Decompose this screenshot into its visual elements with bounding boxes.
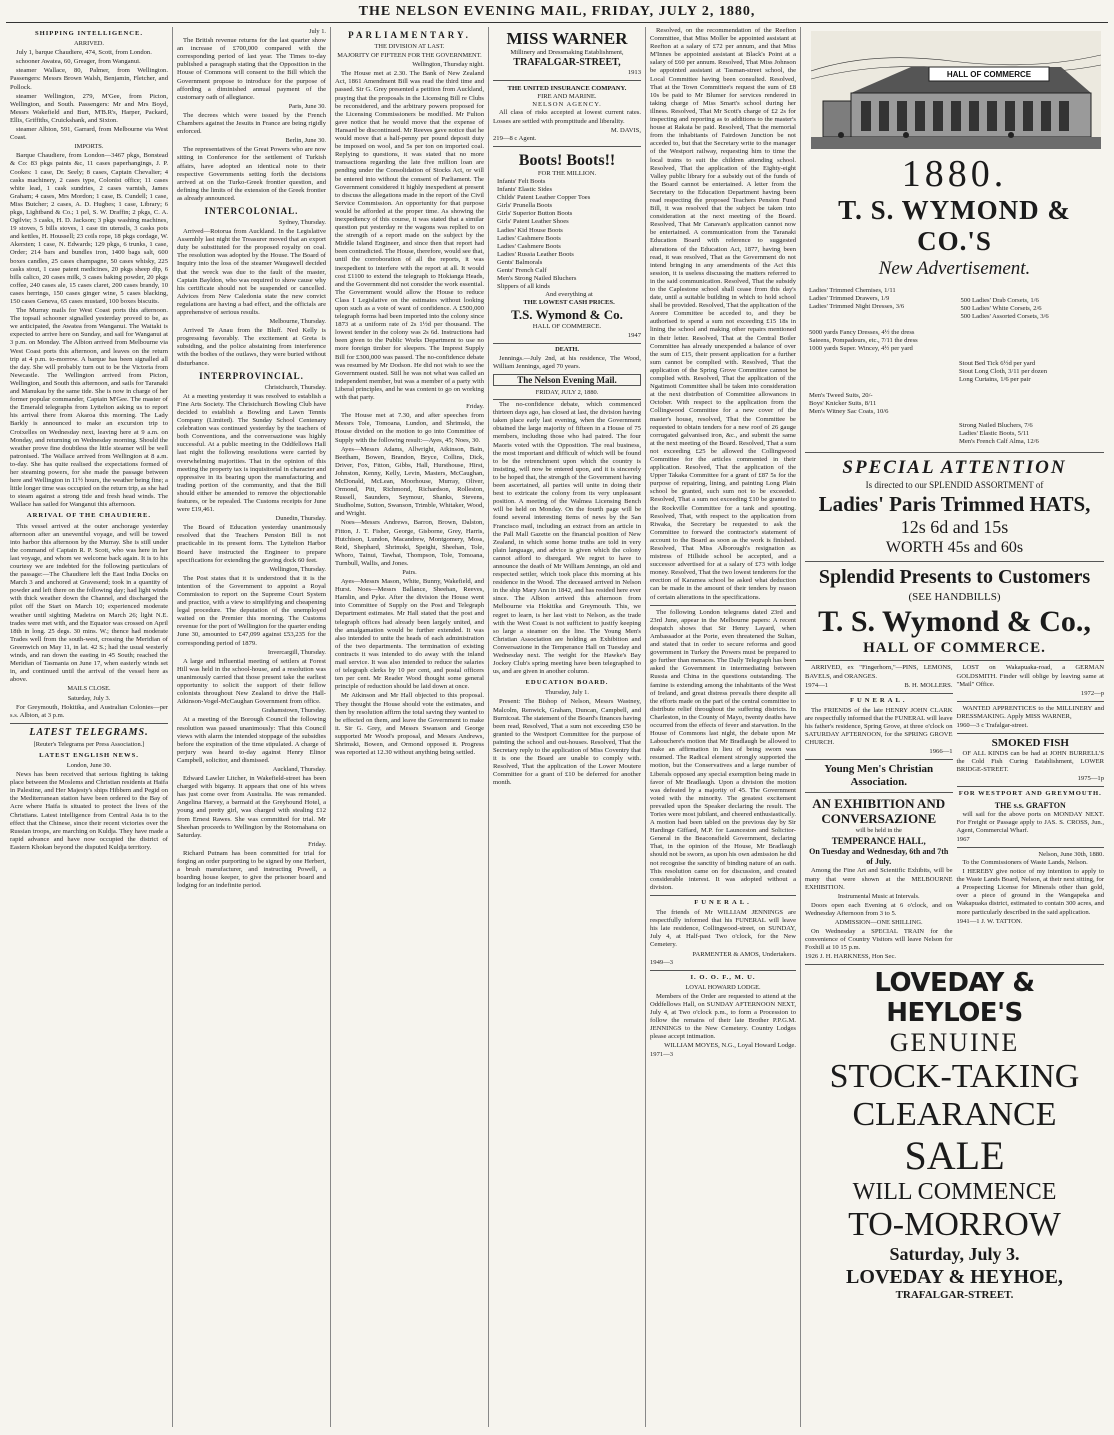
- mails-text: For Greymouth, Hokitika, and Australian Colonies—per s.s. Albion, at 3 p.m.: [10, 703, 168, 719]
- london-telegrams-text: The following London telegrams dated 23rd and 23rd June, appear in the Melbourne papers: A recent despatch shows that Sir Henry Layard, when Ambassador at the Porte, even threatened the Sultan, and stated that in order to secure reforms and good government in Turkey the Powers must be prepared to go further than menaces. The Daily Telegraph has been asked the Government in intermediating between Russia and China in the questions outstanding. The famine is extending among the inhabitants of the West of Ireland, and great distress prevails there despite all the efforts made on the part of the central committee to distribute relief throughout the suffering districts. In Charleston, in the County of Mayo, twenty deaths have occurred from the effects of fever and starvation. In the House of Commons last night, the debate upon Mr Labouchere's motion that Mr Bradlaugh be allowed to make an affirmation in lieu of being sworn was resumed. The Radical element strongly supported the motion, but the Conservatives and a large number of Liberals opposed any special exemption being made in favor of Mr Bradlaugh. Upon a division the motion was defeated by a majority of 45. The Government voted with the minority. The greatest excitement prevailed upon the Speaker declaring the result. The Tories were most jubilant, and cheered enthusiastically. A motion had been tabled on the previous day by Sir Hardinge Giffard, M.P. for Launceston and Solicitor-General in the Beaconsfield Government, declaring That, in the opinion of the House, Mr Bradlaugh should not be sworn, as upon his own admission he did not recognise the sanctity of binding nature of an oath. This resolution came on for discussion, and created considerable interest. It was adopted without a division.: [650, 608, 796, 891]
- funeral-text: The FRIENDS of the late HENRY JOHN CLARK are respectfully informed that the FUNERAL will leave his father's residence, Spring Grove, at three o'clock on SATURDAY AFTERNOON, for the SPRING GROVE CHURCH.: [805, 706, 953, 747]
- loveday-street: TRAFALGAR-STREET.: [895, 1289, 1014, 1302]
- iofo-sub: LOYAL HOWARD LODGE.: [685, 983, 761, 991]
- price-item: Ladies' Trimmed Drawers, 1/9: [809, 295, 890, 303]
- price-item: 1000 yards Super. Wincey, 4½ per yard: [809, 345, 913, 353]
- price-item: 500 Ladies' Drab Corsets, 1/6: [960, 297, 1039, 304]
- funeral-sig: PARMENTER & AMOS, Undertakers.: [692, 950, 796, 958]
- arrival-item: July 1, barque Chaudiere, 474, Scott, from London.: [16, 49, 152, 57]
- loveday-firm: LOVEDAY & HEYHOE,: [846, 1266, 1063, 1289]
- hats-price: 12s 6d and 15s: [900, 517, 1009, 538]
- list-item: Slippers of all kinds: [497, 283, 550, 291]
- arrived-label: ARRIVED.: [74, 40, 104, 48]
- handbills-note: (SEE HANDBILLS): [908, 591, 1001, 604]
- price-item: 500 Ladies' Assorted Corsets, 3/6: [960, 313, 1049, 321]
- column-4: [489, 27, 646, 1427]
- divider: [650, 970, 796, 971]
- notice-addressee: To the Commissioners of Waste Lands, Nelson.: [962, 859, 1088, 866]
- train-note: On Wednesday a SPECIAL TRAIN for the convenience of Country Visitors will leave Nelson for Foxhill at 10 15 p.m.: [805, 928, 953, 952]
- doors-note: Doors open each Evening at 6 o'clock, and on Wednesday Afternoon from 3 to 5.: [805, 901, 953, 917]
- exhibition-held: will be held in the: [855, 827, 902, 835]
- ad-code: 1966—1: [929, 748, 953, 756]
- warner-line: Millinery and Dressmaking Establishment,: [510, 49, 624, 56]
- ad-code: 219—8 c Agent.: [493, 134, 537, 142]
- telegrams-sub: [Reuter's Telegrams per Press Association.]: [33, 740, 145, 748]
- dateline: Berlin, June 30.: [285, 137, 326, 145]
- arrival-item: schooner Awatea, 60, Greager, from Wanganui.: [16, 58, 141, 66]
- admission-note: ADMISSION—ONE SHILLING.: [834, 919, 923, 926]
- clearance-heading: CLEARANCE: [852, 1096, 1057, 1134]
- hats-worth: WORTH 45s and 60s: [885, 539, 1024, 557]
- news-text: The representatives of the Great Powers who are now sitting in Conference for the settlement of Turkish affairs, have adopted an identical note to their respective Governments setting forth the decisions arrived at on the Turko-Greek frontier question, and defining the limits of the extension of the Greek frontier as already announced.: [177, 146, 326, 202]
- iofo-title: I. O. O. F., M. U.: [690, 973, 756, 981]
- list-item: Girls' Prunella Boots: [497, 202, 553, 210]
- news-text: Arrived Te Anau from the Bluff. Ned Kelly is progressing favorably. The excitement at Greta is subsiding, and the police abstaining from interference with the bodies of the outlaws, they were buried without disturbance.: [177, 327, 326, 367]
- column-2: [173, 27, 331, 1427]
- funeral-text: The friends of Mr WILLIAM JENNINGS are respectfully informed that his FUNERAL will leave his late residence, Collingwood-street, on SUNDAY, July 4, at Half-past Two o'clock, for the New Cemetery.: [650, 909, 796, 949]
- westport-title: FOR WESTPORT AND GREYMOUTH.: [958, 790, 1102, 798]
- iofo-sig: WILLIAM MOYES, N.G., Loyal Howard Lodge.: [664, 1042, 796, 1050]
- intercolonial-title: INTERCOLONIAL.: [204, 205, 299, 216]
- paper-date: FRIDAY, JULY 2, 1880.: [493, 389, 641, 400]
- news-text: The Board of Education yesterday unanimously resolved that the Teachers Pension Bill is not practicable in its present form. The Lyttelton Harbor Board have instructed the Engineer to prepare specifications for extending the graving dock 60 feet.: [177, 524, 326, 564]
- engraving-sign: HALL OF COMMERCE: [946, 70, 1032, 79]
- grafton-text: will sail for the above ports on MONDAY NEXT. For Freight or Passage apply to JAS. S. CROSS, Jun., Agent, Commercial Wharf.: [956, 810, 1104, 834]
- editorial-text: The no-confidence debate, which commenced thirteen days ago, has closed at last, the division having taken place early last evening, when the Government obtained the large majority of fifteen in a House of 75 members, including those who had paired. The four Maoris voted with the Opposition. The real business, the most important and difficult of which will be found to be the retrenchment upon which the country is insisting, will now be entered upon, and it is sincerely to be hoped that, the strength of the Government having been ascertained, all parties will unite in doing their best to extricate the colony from its very unpleasant position. A meeting of the Walmea Licensing Bench will be held on Monday. On the fourth page will be found several interesting items of news by the San Francisco mail, including an extract from an article in the Pall Mall Gazette on the financial position of New Zealand, in which some home truths are told in very plain language, and advice is given which the colony cannot afford to disregard. We regret to have to announce the death of Mr William Jennings, an old and respected settler, which took place this morning at his residence in the Wood. The deceased arrived in Nelson in the ship Mary Ann in 1842, and has resided here ever since. The Albion arrived this afternoon from Melbourne via Hokitika and Greymouth. This, we regret to learn, is her last visit to Nelson, as the trade with the West Coast is not sufficient to justify keeping so large a steamer on the line. The Young Men's Christian Association are holding an Exhibition and Conversazione in the Temperance Hall on Tuesday and Wednesday next. The weight for the Hawke's Bay Jockey Club's spring meeting have been telegraphed to us, and are given in another column.: [493, 401, 641, 676]
- divider: [957, 786, 1105, 787]
- divider: [805, 561, 1104, 562]
- price-item: Men's French Calf Alma, 12/6: [959, 438, 1039, 446]
- dateline: Dunedin, Thursday.: [275, 515, 326, 523]
- divider: [805, 792, 953, 793]
- dateline: Invercargill, Thursday.: [267, 648, 326, 656]
- ad-code: 1972—p: [1080, 689, 1104, 697]
- english-news-text: News has been received that serious fighting is taking place between the Moslems and Christian residents at Haifa in Palestine, and Her Majesty's ships Hibbern and Pegid on the Mediterranean station have been ordered to the Bay of Acre where Haifa is situated to protect the lives of the Christians. Latest intelligence from Central Asia is to the effect that the Chinese, since their recent victories over the Russian troops, are marching on Kuldja. They have made a rapid advance and have now occupied the district of Eastern Khokan beyond the disputed Kuldja territory.: [10, 771, 168, 851]
- arrival-item: steamer Albion, 591, Garrard, from Melbourne via West Coast.: [10, 126, 168, 142]
- price-item: Stout Long Cloth, 3/11 per dozen: [959, 367, 1048, 375]
- interprovincial-title: INTERPROVINCIAL.: [199, 370, 304, 381]
- wanted-ad: WANTED APPRENTICES to the MILLINERY and DRESSMAKING. Apply MISS WARNER,: [956, 704, 1104, 720]
- warner-title: MISS WARNER: [506, 29, 628, 48]
- news-text: Arrived—Rotorua from Auckland. In the Legislative Assembly last night the Treasurer moved that an export duty be substituted for the proposed royalty on coal. The resolution was adopted by the House. The Board of Inquiry into the loss of the steamer Waugawell decided that the wreck was due to the fault of the master, Captain Bayldon, who was required to show cause why his certificate should not be suspended or cancelled. Advices from New Caledonia state the new convict regulations are having a bad effect, and the officials are apprehensive of serious results.: [177, 228, 326, 316]
- price-col-left: [805, 287, 953, 321]
- genuine-heading: GENUINE: [889, 1028, 1020, 1058]
- news-text: The decrees which were issued by the French Chambers against the Jesuits in France are being rigidly enforced.: [177, 111, 326, 136]
- price-list-4: [805, 392, 1104, 416]
- price-list-1: [805, 287, 1104, 321]
- dateline: Wellington, Thursday night.: [412, 61, 484, 69]
- stocktaking-heading: STOCK-TAKING: [829, 1058, 1080, 1096]
- ayes-list: Ayes—Messrs Adams, Allwright, Atkinson, Bain, Beetham, Bowen, Brandon, Bryce, Collins, Dick, Driver, Fox, Fitton, Gibbs, Hall, Hursthouse, Hirst, Johnston, Kenny, Kelly, Levin, Masters, McCaughan, McDonald, McLean, Moorhouse, Murray, Oliver, Ormond, Pitt, Richmond, Richardson, Rolleston, Russell, Saunders, Seymour, Shanks, Stevens, Studholme, Sutton, Swanson, Trimble, Whitaker, Wood, and Wright.: [335, 445, 484, 518]
- insurance-title: THE UNITED INSURANCE COMPANY.: [507, 85, 627, 93]
- price-item: Ladies' Elastic Boots, 5/11: [959, 430, 1030, 438]
- column-1: [6, 27, 173, 1427]
- lost-ad: LOST on Wakapuaka-road, a GERMAN GOLDSMITH. Finder will oblige by leaving same at "Mail" Office.: [956, 664, 1104, 688]
- parliament-text: The House met at 2.30. The Bank of New Zealand Act, 1861 Amendment Bill was read the third time and passed. Sir G. Grey presented a petition from Auckland, praying that the proposals in the Licensing Bill re Clubs be reconsidered, and the arbitrary powers proposed for the Licensing Commissioners be modified. Mr Fulton gave notice that he would move that the expense of Hansard be discontinued. Mr Reeves gave notice that he would move that a half-penny per pound deposit duty be imposed on wool, and 5s per ton on imported coal. Replying to questions, it was stated that no more transactions regarding the late five million loan are pending under the Consolidation of Stocks Act, or will be entered into without the consent of Parliament. The Government considered it highly inexpedient at present to discuss the allegations made in the report of the Civil Service Commission. An opportunity for that purpose would be afforded at the proper time. As showing the inexpediency of this course, it was stated that a similar question put yesterday re the wagons was replied to on the strength of a report made on the subject by the Middle Island Engineer, and since then that report had been contradicted. The House, therefore, would see that, until the corroboration of all the reports, it was inexpedient to interfere with the report at all. It would cost £1100 to extend the telegraph to Hokianga Heads, and the Government did not consider the work essential. The Government would allow the House to reduce Class I Legislative on the estimates without looking upon such as a vote of want of confidence. A £500,000 telegraph forms had been imported into the colony since 1873 at a uniform rate of 2s 1½d per thousand. The lowest tender in the colony was 2s 6d. Instructions had been given to the Public Works Department to use no more foreign timber for sleepers. The Imprest Supply Bill for £300,000 was passed. The no-confidence debate was resumed by Mr Dodson. He did not wish to see the Government ousted. Still he was not what was called an independent member, but was a member of a party with Liberal principles, and he was content to go on working with that party.: [335, 70, 484, 402]
- dateline: Wellington, Thursday.: [269, 565, 326, 573]
- hall-of-commerce: HALL OF COMMERCE.: [863, 640, 1046, 657]
- small-ads: [805, 664, 1104, 961]
- year-heading: 1880.: [901, 153, 1008, 195]
- parliament-text: The House met at 7.30, and after speeches from Messrs Tole, Tomoana, Lundon, and Shrimski, the House divided on the motion to go into Committee of Supply with the following result:—Ayes, 45; Noes, 30.: [335, 412, 484, 444]
- hall-of-commerce-engraving: [811, 31, 1098, 149]
- warner-ad: [493, 27, 641, 81]
- warner-street: TRAFALGAR-STREET,: [513, 57, 621, 69]
- price-list-3: [955, 360, 1104, 384]
- dateline: Melbourne, Thursday.: [269, 318, 326, 326]
- ad-code: 1941—1 J. W. TATTON.: [956, 917, 1023, 925]
- death-title: DEATH.: [555, 345, 579, 353]
- exhibition-text: Among the Fine Art and Scientific Exhibits, will be many that were shown at the MELBOURNE EXHIBITION.: [805, 867, 953, 891]
- price-list-5: [955, 422, 1104, 446]
- list-item: Ladies' Cashmere Boots: [497, 234, 561, 242]
- dateline: Auckland, Thursday.: [272, 765, 326, 773]
- parliamentary-sub2: MAJORITY OF FIFTEEN FOR THE GOVERNMENT.: [337, 52, 482, 60]
- list-item: Gents' Balmorals: [497, 258, 543, 266]
- death-text: Jennings.—July 2nd, at his residence, The Wood, William Jennings, aged 70 years.: [493, 354, 641, 370]
- sale-heading: SALE: [904, 1133, 1005, 1179]
- ad-code: 1913: [627, 69, 641, 77]
- divider: [650, 605, 796, 606]
- price-item: Ladies' Trimmed Night Dresses, 3/6: [809, 303, 905, 311]
- exhibition-dates: On Tuesday and Wednesday, 6th and 7th of July.: [809, 847, 949, 867]
- chaudiere-text: This vessel arrived at the outer anchorage yesterday afternoon after an uneventful voyage, and will be towed into harbor this afternoon by the Murray. She is still under the command of Captain R. P. Scott, who was here in her last voyage, and whom we welcome back again. It is to his courtesy we are indebted for the following particulars of the passage:—The Chaudiere left the East India Docks on March 3 and anchored at Gravesend; took in a quantity of powder and left there on the following day; had light winds with thick weather down the Channel, and discharged the pilot off the Start on March 10; experienced moderate weather until sighting Madeira on March 26; light N.E. trades were met with, and the Equator was crossed on April 18th in long. 25 degs. 30 mins. W.; thence had moderate Trades well from the south-west, crossing the Meridian of Greenwich on May 11, in lat. 42 S.; had the usual westerly winds, and ran down the easting in 45 South; reached the Meridian of Tasmania on June 17, when easterly winds set in, and continued until the arrival of the vessel here as above.: [10, 522, 168, 684]
- mails-date: Saturday, July 3.: [67, 694, 111, 702]
- imports-label: IMPORTS.: [74, 143, 104, 151]
- ad-code: 1971—3: [650, 1050, 674, 1058]
- exhibition-title: AN EXHIBITION AND CONVERSAZIONE: [812, 796, 946, 827]
- hats-heading: Ladies' Paris Trimmed HATS,: [818, 492, 1091, 517]
- small-ads-left: [805, 664, 953, 961]
- notice-date: Nelson, June 30th, 1880.: [1038, 850, 1104, 858]
- price-item: Stout Bed Tick 6½d per yard: [959, 359, 1036, 367]
- price-item: 5000 yards Fancy Dresses, 4½ the dress: [809, 329, 915, 337]
- chaudiere-title: ARRIVAL OF THE CHAUDIERE.: [26, 512, 152, 520]
- list-item: Ladies' Kid House Boots: [497, 226, 563, 234]
- insurance-agency: NELSON AGENCY.: [532, 101, 602, 109]
- education-resolutions: Resolved, on the recommendation of the Reefton Committee, that Miss Moller be appointed assistant at Reefton at a salary of £72 per annum, and that Miss M'Innes be appointed assistant at Black's Point at a salary of £60 per annum. Resolved, That Miss Johnson be appointed assistant at Tasman-street school, the Local Committee having been consulted. Resolved, That at the Town Committee's request the sum of £8 10s be paid to Mr Blumer for services rendered in taking charge of Miss Smart's school during her illness. Resolved, That Mr Scott's charge of £2 2s for inspecting and reporting as to additions to the master's house at Rakaia be paid. Resolved, That the memorial from the inhabitants of Fairdown Junction be not acceded to, but that the Secretary write to the manager of the Westport railway, requesting him to time the local trains to suit the children attending school. Resolved, That the application of the Eighty-eight Valley public library for a subsidy out of the funds of the Board cannot be entertained. A letter from the Secretary to the Education Department having been read respecting the proposed Teachers Pension Fund Bill, it was resolved that the subject be taken into consideration at the next meeting of the Board. Resolved, That Mr Canavan's application cannot now be entertained. A communication from the Taranaki Education Board with reference to suggested alterations of the Education Act, 1877, having been read, it was resolved, That as the Government do not intend bringing in any amendments of the Act this session, it is useless discussing the matters referred to in the said communication. Resolved, That the subsidy to the Caplestone school shall cease from this day's date, until a suitable building in which to hold school shall be provided. Resolved, That the application of the Aorere Committee be acceded to, and they be authorised to spend a sum not exceeding £15 18s in lining the school and making other repairs mentioned in their letter. Resolved, That at the Central Boiler Committee has already unexpended a balance of over the sum of £15, their present application for a further sum cannot be complied with. Resolved, That the application of the Spring Grove Committee cannot be complied with. Resolved, That the application of the Ngatimoti Committee shall be taken into consideration at the next distribution of Committee allowances in October. With respect to the application from the Collingwood Committee for a new cover of the master's house, resolved, That the Committee be requested to obtain tenders for a new roof of 26 gauge corrugated galvanised iron, &c., and submit the same at the next meeting of the Board. Resolved, That a sum not exceeding £25 be allowed the Collingwood Committee for the articles commented in their application. Resolved, That the application of the Upper Takaka Committee for a grant of £87 5s for the purpose of repairing, lining, and painting Long Plain school be granted, such sum not to be exceeded. Resolved, That a sum not exceeding £10 be granted to the Rockville Committee for a tank and spouting. Resolved, That, with respect to the application from Riwaka, the Secretary be requested to ask the Committee to forward the contractor's statement of account to the Board as soon as the work is finished. Resolved, That Miss Alborough's resignation as mistress of Hillside school be accepted, and a successor advertised for at a salary of £73 with lodge money. Resolved, That the two lowest tenderers for the erection of Karamea school be asked what deduction can be made in the amount of their tenders by reason of certain alterations in the specifications.: [650, 27, 797, 601]
- boots-sub: FOR THE MILLION.: [537, 169, 597, 177]
- ad-code: 1947: [627, 331, 641, 339]
- insurance-ad: [493, 83, 641, 147]
- divider: [10, 723, 168, 724]
- list-item: Girls' Superior Button Boots: [497, 210, 573, 218]
- news-text: At a meeting of the Borough Council the following resolution was passed unanimously: That this Council views with alarm the intended stoppage of the subsidies before the expiration of the time stipulated. A charge of perjury was heard to-day against Henry Elinor Campbell, solicitor, and dismissed.: [177, 716, 326, 764]
- arrived-sig-row: [805, 682, 953, 690]
- divider: [805, 964, 1104, 965]
- news-text: The Post states that it is understood that it is the intention of the Government to appoint a Royal Commission to report on the Supreme Court System and practice, with a view to simplifying and cheapening legal procedure. The deputation of the unemployed waited on the Premier this morning. The Customs revenue for the port of Wellington for the quarter ending June 30, amounted to £47,099 against £53,235 for the corresponding period of 1879.: [177, 574, 326, 647]
- insurance-sig: M. DAVIS,: [610, 126, 641, 134]
- price-item: Boys' Knicker Suits, 8/11: [809, 399, 877, 407]
- price-item: Sateens, Pompadours, etc., 7/11 the dress: [809, 337, 918, 345]
- price-item: Men's Tweed Suits, 20/-: [809, 391, 873, 399]
- grafton-title: THE s.s. GRAFTON: [994, 800, 1066, 810]
- price-col-right: [957, 287, 1105, 321]
- loveday-ad: [805, 968, 1104, 1302]
- arrival-item: steamer Wellington, 279, M'Gee, from Picton, Wellington, and South. Passengers: Mr and Mrs Boyd, Messrs Wakefield and Burt, M'B.R's, Harper, Packard, Ellis, Griffiths, Cruickshank, and Sixton.: [10, 92, 168, 124]
- ad-code: 1967: [956, 835, 970, 843]
- wymond-name: T.S. Wymond & Co.: [511, 307, 623, 323]
- parliamentary-title: PARLIAMENTARY.: [348, 30, 471, 40]
- divider: [650, 895, 796, 896]
- ad-code: 1974—1: [805, 681, 829, 689]
- wymond-firm: T. S. WYMOND & CO.'S: [838, 195, 1071, 256]
- news-text: Richard Putnam has been committed for trial for forging an order purporting to be signed by one Herbert, a brush manufacturer, and instructing Powell, a boarding house keeper, to give the prisoner board and lodging for an indefinite period.: [177, 849, 326, 890]
- divider: [957, 701, 1105, 702]
- pairs-label: Pairs.: [402, 569, 417, 576]
- arrived-sig: B. H. MOLLERS.: [904, 681, 953, 689]
- english-dateline: London, June 30.: [66, 761, 112, 769]
- insurance-line: FIRE AND MARINE.: [537, 93, 597, 101]
- columns: [6, 27, 1108, 1427]
- funeral-title: FUNERAL.: [849, 696, 908, 704]
- price-item: Long Curtains, 1/6 per pair: [959, 375, 1031, 383]
- imports-text: Barque Chaudiere, from London—3467 pkgs, Bonstead & Co: 83 pkgs paints &c, 11 cases paperhangings, J. P. Cookes: 1 case, Dr. Seely; 8 cases, Captain Chevalier; 4 casks machinery, 2 cases type, Colonist office; 11 cases white lead, 1 cask sundries, 2 cases varnish, James Graham; 4 cases, Mrs Mordon; 1 case, B. Cundell; 1 case, Miss Butcher; 2 cases, A. D. Hughes; 1 case, Library; 6 pkgs, Lightband & Co.; 1 pel, S. W. Draffin; 2 pkgs, C. A. Ogilvie; 3 casks, H. D. Jackson; 3 pkgs washing machines, 19 stoves, 5 bills stoves, 1 case tin utensils, 3 casks pots and kettles, H. Houssell; 23 coils rope, 18 pkgs cordage, W. Akersten; 1 case, N. Edwards; 129 pkgs, 6 trunks, 1 case, Order; 214 bars and bundles iron, 1400 bags salt, 600 boxes candles, 25 cases champagne, 50 cases whisky, 225 casks stout, 1 case patent medicines, 20 pkgs sheep dip, 6 bills calico, 20 cases milk, 3 cases baking powder, 20 pkgs coffee, 240 cases ale, 15 cases claret, 200 cases brandy, 10 cases herrings, 150 cases ginger wine, 5 cases blacking, 150 cases Geneva, 65 cases mustard, 100 boxes biscuits.: [10, 152, 168, 305]
- dateline: Friday.: [308, 840, 326, 848]
- news-text: The British revenue returns for the last quarter show an increase of £700,000 compared with the corresponding period of last year. The Times to-day published a paragraph stating that the Opposition in the House of Commons will consent to the Bill which the Government propose to introduce for the purpose of affording a diminished annual payment of the customary oath of allegiance.: [177, 37, 326, 101]
- parliament-text: Mr Atkinson and Mr Hall objected to this proposal. They thought the House should vote the estimates, and then by resolution affirm the total saving they wanted to be effected on them, and leave the Government to make it. Sir G. Grey, and Messrs Swanson and George supported Mr Wood's proposal, and Messrs Andrews, Shrimski, Bowen, and Ormond opposed it. Progress was reported at 12.30 without anything being settled.: [335, 692, 484, 757]
- loveday-heading: LOVEDAY & HEYLOE'S: [874, 968, 1035, 1029]
- ad-code: 1949—3: [650, 958, 674, 966]
- special-attention: SPECIAL ATTENTION: [842, 457, 1067, 479]
- smoked-fish-text: OF ALL KINDS can be had at JOHN BURRELL'S the Cold Fish Curing Establishment, LOWER BRIDGE-STREET.: [956, 750, 1104, 774]
- price-item: Strong Nailed Bluchers, 7/6: [959, 422, 1033, 430]
- price-item: Men's Witney Sac Coats, 10/6: [809, 408, 889, 416]
- news-text: At a meeting yesterday it was resolved to establish a Fine Arts Society. The Christchurch Bowling Club have decided to establish a Bowling and Lawn Tennis Company (Limited). The Sunday School Centenary celebration was continued yesterday by the teachers of both Conventions, and the conversazione was highly successful. At a public meeting in the Oddfellows Hall last night the following resolutions were carried by overwhelming majorities. That in the opinion of this meeting the property tax is inquisitorial in character and oppressive in its bearing upon the manufacturing and trading portion of the community, and that the Bill should either be amended to remove the objectionable features, or be repealed. The Customs receipts for June were £19,461.: [177, 392, 326, 514]
- iofo-text: Members of the Order are requested to attend at the Oddfellows Hall, on SUNDAY AFTERNOON NEXT, July 4, at Two o'clock p.m., to form a Procession to follow the remains of their late Brother P.P.G.M. JENNINGS to the New Cemetery. Country Lodges please accept intimation.: [650, 992, 796, 1041]
- price-item: 500 Ladies' White Corsets, 2/6: [960, 305, 1042, 313]
- noes-list: Noes—Messrs Andrews, Barron, Brown, Dalston, Fitton, J. T. Fisher, George, Gisborne, Grey, Harris, Hutchison, Lundon, Macandrew, Montgomery, Moss, Reid, Shephard, Shrimski, Speight, Sheehan, Tole, Whoro, Tainui, Tawhai, Thompson, Tole, Tomoana, Turnbull, Wallis, and Jones.: [335, 519, 484, 567]
- english-news-title: LATEST ENGLISH NEWS.: [39, 751, 139, 759]
- tomorrow-heading: TO-MORROW: [848, 1206, 1061, 1244]
- dateline: Paris, June 30.: [288, 102, 326, 110]
- list-item: And everything at: [545, 291, 593, 299]
- list-item: Ladies' Russia Leather Boots: [497, 250, 574, 258]
- divider: [957, 847, 1105, 848]
- divider: [957, 733, 1105, 734]
- notice-text: I HEREBY give notice of my intention to apply to the Waste Lands Board, Nelson, at their next sitting, for a Prospecting License for Minerals other than gold, over a piece of ground in the Wangapeka and Wakapuaka district, estimated to contain 300 acres, and more particularly described in the said application.: [956, 868, 1104, 916]
- column-3: [331, 27, 489, 1427]
- small-ads-right: [957, 664, 1105, 961]
- boots-title: Boots! Boots!!: [518, 151, 616, 169]
- music-note: Instrumental Music at Intervals.: [837, 892, 920, 900]
- parliamentary-sub1: THE DIVISION AT LAST.: [374, 43, 445, 50]
- arrived-ad: ARRIVED, ex "Fingerhorn,"—PINS, LEMONS, BAVELS, and ORANGES.: [805, 664, 953, 680]
- column-6-ads: [801, 27, 1108, 1427]
- column-5: [646, 27, 801, 1427]
- divider: [805, 660, 1104, 661]
- masthead: THE NELSON EVENING MAIL, FRIDAY, JULY 2, 1880,: [6, 4, 1108, 23]
- list-item: Girls' Patent Leather Shoes: [497, 218, 569, 226]
- list-item: Men's Strong Nailed Bluchers: [497, 275, 577, 283]
- parliament-text: Ayes—Messrs Mason, White, Bunny, Wakefield, and Hurst. Noes—Messrs Ballance, Sheehan, Reeves, Hamlin, and Pyke. After the division the House went into Committee of Supply on the Post and Telegraph Department estimates. Mr Hall stated that the post and telegraph offices had already been largely united, and the amalgamation would be further extended. It was also intended to unite the heads of each administration of the two departments. The termination of existing contracts it was intended to do away with the inland mail service. It was also intended to reduce the salaries of telegraph clerks by 10 per cent, and postal officers ten per cent. Mr Reader Wood thought some general principle of reduction should be laid down at once.: [335, 578, 484, 691]
- dateline: July 1.: [308, 28, 326, 35]
- ad-code: 1926 J. H. HARKNESS, Hon Sec.: [805, 953, 897, 961]
- building-illustration: [811, 31, 1101, 149]
- shipping-title: SHIPPING INTELLIGENCE.: [34, 30, 144, 37]
- funeral-title: FUNERAL.: [694, 898, 752, 906]
- boots-list: [493, 178, 641, 308]
- mails-title: MAILS CLOSE.: [67, 685, 111, 693]
- dateline: Sydney, Thursday.: [278, 218, 326, 226]
- directed-text: Is directed to our SPLENDID ASSORTMENT of: [865, 480, 1044, 491]
- divider: [805, 452, 1104, 453]
- telegrams-title: LATEST TELEGRAMS.: [29, 726, 149, 738]
- ymca-title: Young Men's Christian Association.: [824, 763, 934, 789]
- list-item: Childs' Patent Leather Copper Toes: [497, 194, 591, 202]
- temperance-hall: TEMPERANCE HALL,: [831, 836, 926, 847]
- smoked-fish-title: SMOKED FISH: [991, 737, 1069, 750]
- list-item: THE LOWEST CASH PRICES.: [523, 299, 615, 307]
- price-list-2: [805, 329, 1104, 353]
- dateline: Grahamstown, Thursday.: [261, 707, 326, 715]
- presents-heading: Splendid Presents to Customers: [818, 566, 1091, 589]
- will-commence: WILL COMMENCE: [852, 1179, 1057, 1206]
- new-advertisement: New Advertisement.: [878, 258, 1031, 279]
- list-item: Gents' French Calf: [497, 266, 547, 274]
- ad-code: 1975—1p: [1077, 775, 1104, 783]
- boots-ad: [493, 149, 641, 344]
- news-text: A large and influential meeting of settlers at Forest Hill was held in the school-house, and a resolution was unanimously carried that those present take the earliest opportunity to solicit the support of their fellow colonists throughout New Zealand to drive the Hall-Atkinson-Vogel-McCaughan Government from office.: [177, 657, 326, 706]
- education-date: Thursday, July 1.: [545, 689, 589, 697]
- price-item: Ladies' Trimmed Chemises, 1/11: [809, 287, 896, 294]
- dateline: Friday.: [466, 403, 484, 411]
- sale-date: Saturday, July 3.: [889, 1244, 1020, 1265]
- shipping-notes: The Murray mails for West Coast ports this afternoon. The topsail schooner signalled yesterday proved to be, as we anticipated, the Awatea from Wanganui. The Waitaki is expected to arrive here on Sunday, and sail for Wanganui at 3 p.m. on Monday. The Albion arrived from Melbourne via West Coast ports this afternoon, and leaves on the return trip at 4 p.m. to-morrow. A barque has been signalled all the day. She will probably turn out to be the Victoria from Newcastle. The Wellington arrived from Picton, Wellington, and South this afternoon, and sails for Taranaki and Manukau by the same tide. She is now in charge of her former popular commander, Captain M'Gee. The master of the Emerald telegraphs from Lyttelton asking us to report his arrival there from Akaroa this morning. The Lady Barkly is announced to make an excursion trip to Croixelles on Wednesday next, leaving here at 9 a.m. on Monday, and returning on Wednesday morning. Should the weather prove fine doubtless the little steamer will be well patronised. The Wallace arrived from Wellington at 8 a.m. to-day. She has quite realised the expectations formed of her steaming powers, for she made the passage between here and Wellington in 11½ hours, the weather being fine; a little longer time was occupied on the return trip, as she had to steam against a strong tide and fresh head winds. The Wallace has sailed for Wanganui this afternoon.: [10, 307, 168, 509]
- list-item: Infants' Felt Boots: [497, 177, 546, 185]
- list-item: Infants' Elastic Sides: [497, 186, 553, 194]
- list-item: Ladies' Cashmere Boots: [497, 242, 561, 250]
- news-text: Edward Lawler Litcher, in Wakefield-street has been charged with bigamy. It appears that one of his wives has just come over from Australia. He was remanded. Angelina Harvey, a barmaid at the Greyhound Hotel, a young and pretty girl, was charged with stealing £12 from Ernest Rawes. She was committed for trial. Mr Sheehan proceeds to Wellington by the Rotomahana on Saturday.: [177, 775, 326, 839]
- wymond-name-large: T. S. Wymond & Co.,: [818, 605, 1091, 639]
- ad-code: 1960—3 c Trafalgar-street.: [956, 721, 1028, 729]
- education-title: EDUCATION BOARD.: [525, 679, 609, 687]
- wymond-place: HALL OF COMMERCE.: [532, 323, 602, 331]
- divider: [805, 693, 953, 694]
- divider: [805, 759, 953, 760]
- insurance-text: All class of risks accepted at lowest current rates. Losses are settled with promptitude and liberality.: [493, 109, 641, 125]
- paper-nameplate: The Nelson Evening Mail.: [493, 374, 641, 386]
- dateline: Christchurch, Thursday.: [264, 383, 326, 391]
- education-text: Present: The Bishop of Nelson, Messrs Wastney, Malcolm, Renwick, Graham, Duncan, Campbell, and Burnicoat. The statement of the Board's finances having been read, Resolved, That a sum not exceeding £50 be granted to the Westport Committee for the purpose of painting the school and out-houses. Resolved, That the Secretary reply to the application of Miss Coventry that it is one the Board are unable to comply with. Resolved, That the application of the Lower Moutere Committee for a grant of £10 be deferred for another month.: [493, 698, 641, 787]
- arrival-item: steamer Wallace, 80, Palmer, from Wellington. Passengers: Messrs Brown Walsh, Benjamin, Fletcher, and Pollock.: [10, 67, 168, 91]
